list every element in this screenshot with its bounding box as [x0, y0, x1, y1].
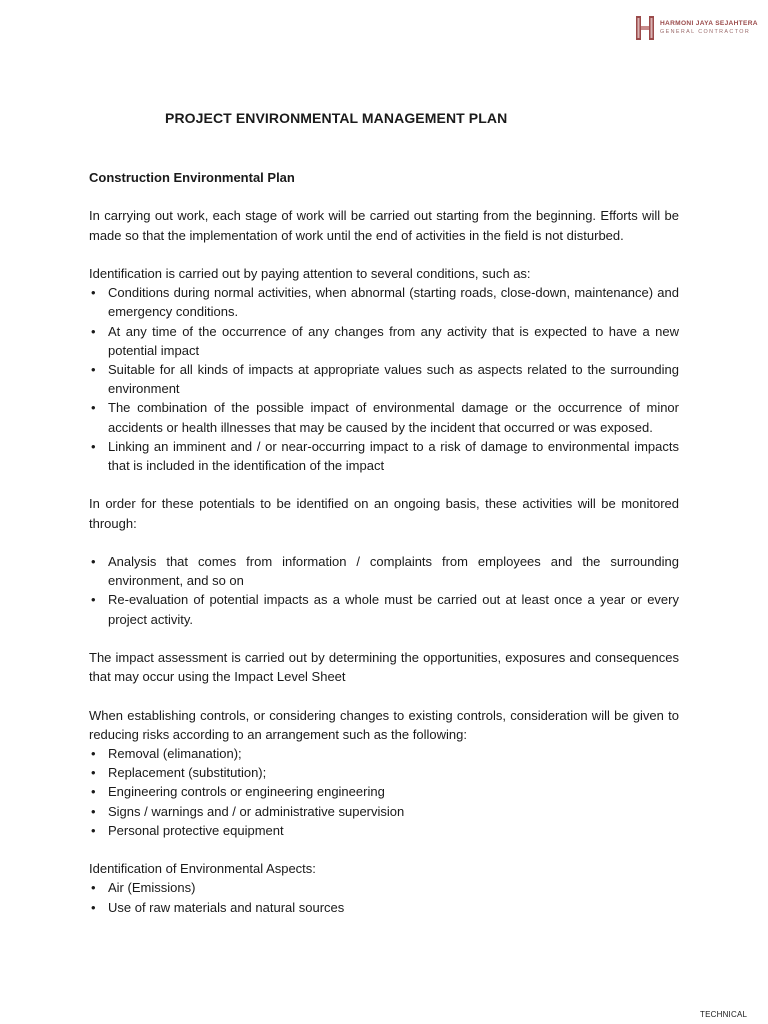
- list-item: • At any time of the occurrence of any changes from any activity that is expected to have a new potential impact: [89, 322, 679, 360]
- company-logo: [636, 16, 758, 40]
- logo-text: [660, 20, 758, 36]
- ongoing-paragraph: In order for these potentials to be identified on an ongoing basis, these activities will be monitored through:: [89, 496, 679, 531]
- list-item: • Linking an imminent and / or near-occurring impact to a risk of damage to environmental impacts that is included in the identification of the impact: [89, 437, 679, 475]
- aspects-paragraph: Identification of Environmental Aspects:: [89, 861, 316, 877]
- identification-paragraph: Identification is carried out by paying attention to several conditions, such as:: [89, 265, 531, 281]
- list-item: • Re-evaluation of potential impacts as a whole must be carried out at least once a year or every project activity.: [89, 590, 679, 628]
- logo-company-subtitle: GENERAL CONTRACTOR: [660, 29, 751, 35]
- list-item: • Suitable for all kinds of impacts at appropriate values such as aspects related to the surrounding environment: [89, 360, 679, 398]
- aspects-list: [89, 878, 679, 916]
- letter-h-logo-icon: [636, 16, 654, 40]
- monitoring-list: [89, 552, 679, 629]
- list-item: • Conditions during normal activities, when abnormal (starting roads, close-down, maintenance) and emergency conditions.: [89, 283, 679, 321]
- conditions-list: [89, 283, 679, 475]
- controls-list: [89, 744, 679, 840]
- list-item: • Analysis that comes from information / complaints from employees and the surrounding environment, and so on: [89, 552, 679, 590]
- list-item: • Personal protective equipment: [89, 821, 679, 840]
- controls-paragraph: When establishing controls, or considering changes to existing controls, consideration will be given to reducing risks according to an arrangement such as the following:: [89, 707, 679, 742]
- list-item: • Replacement (substitution);: [89, 763, 679, 782]
- list-item: • Air (Emissions): [89, 878, 679, 897]
- list-item: • Use of raw materials and natural sources: [89, 898, 679, 917]
- intro-paragraph: In carrying out work, each stage of work will be carried out starting from the beginning. Efforts will be made so that the implementation of work until the end of activities in the field is not disturbed.: [89, 208, 679, 243]
- logo-company-name: HARMONI JAYA SEJAHTERA: [660, 20, 758, 27]
- assessment-paragraph: The impact assessment is carried out by determining the opportunities, exposures and consequences that may occur using the Impact Level Sheet: [89, 650, 679, 685]
- list-item: • Removal (elimanation);: [89, 744, 679, 763]
- list-item: • The combination of the possible impact of environmental damage or the occurrence of minor accidents or health illnesses that may be caused by the incident that occurred or was exposed.: [89, 398, 679, 436]
- list-item: • Engineering controls or engineering engineering: [89, 782, 679, 801]
- section-heading: Construction Environmental Plan: [89, 170, 295, 185]
- document-title: PROJECT ENVIRONMENTAL MANAGEMENT PLAN: [165, 110, 508, 126]
- document-body: [89, 168, 679, 936]
- list-item: • Signs / warnings and / or administrative supervision: [89, 802, 679, 821]
- footer-label: TECHNICAL: [700, 1010, 748, 1019]
